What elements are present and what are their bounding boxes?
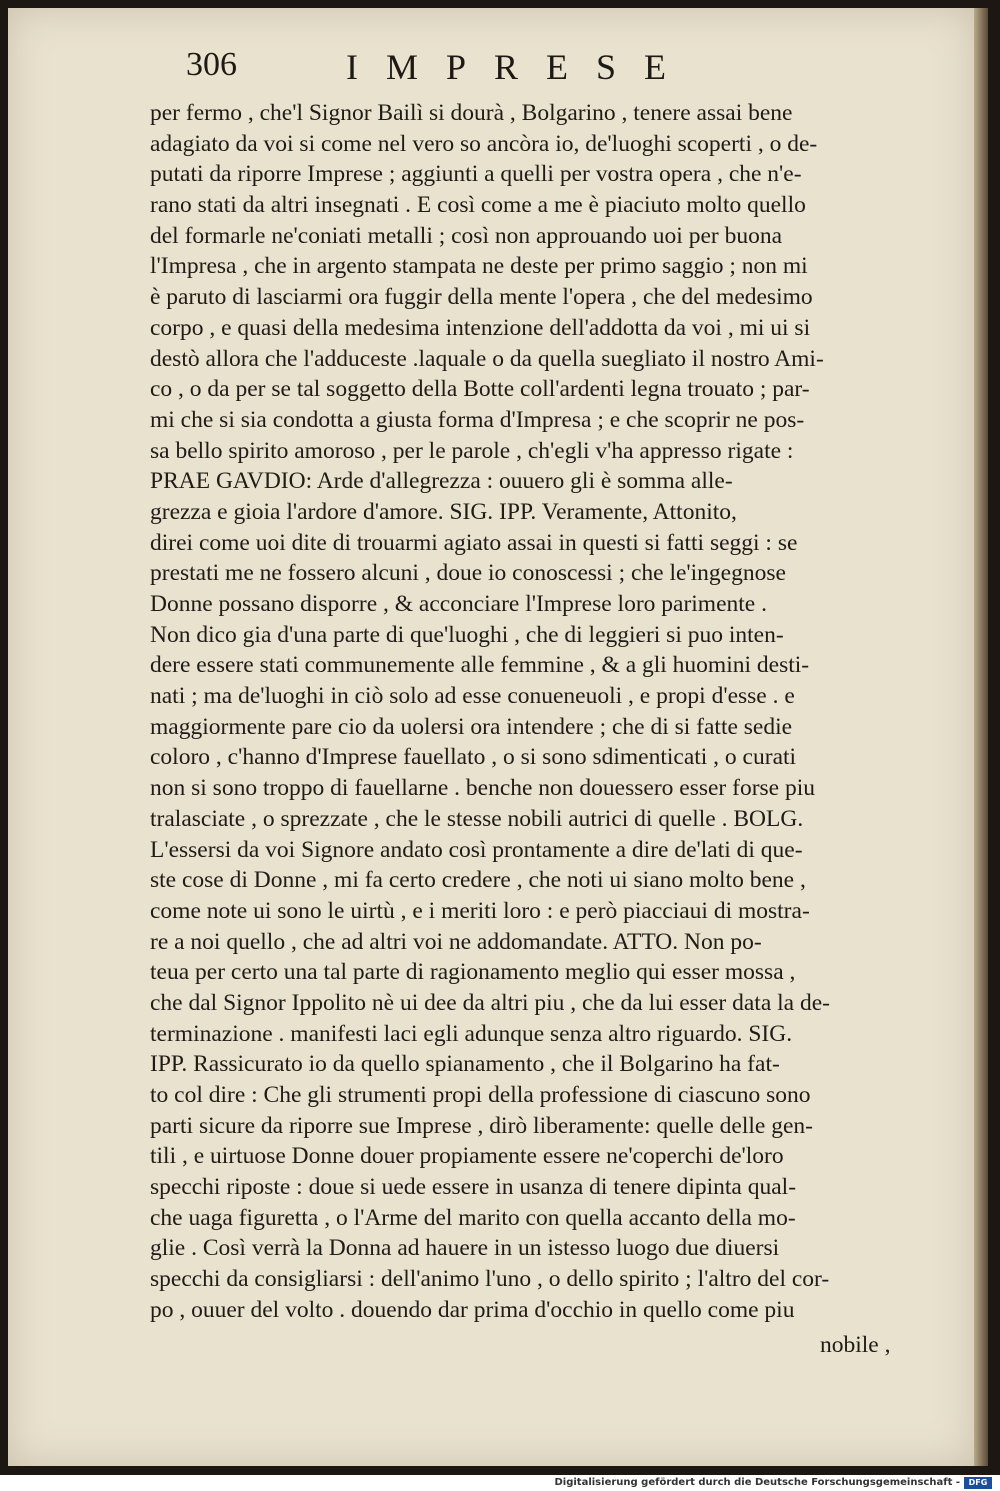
running-title: IMPRESE (346, 47, 695, 87)
text-line: Donne possano disporre , & acconciare l'Imprese loro parimente . (150, 591, 767, 617)
text-line: PRAE GAVDIO: Arde d'allegrezza : ouuero gli è somma alle- (150, 468, 733, 495)
catchword: nobile , (820, 1332, 891, 1358)
text-line: L'essersi da voi Signore andato così prontamente a dire de'lati di que- (150, 836, 803, 863)
text-line: prestati me ne fossero alcuni , doue io conoscessi ; che le'ingegnose (150, 560, 786, 587)
body-text (150, 98, 940, 1326)
text-line: ste cose di Donne , mi fa certo credere , che noti ui siano molto bene , (150, 867, 806, 894)
page-edge (974, 8, 988, 1466)
text-line: specchi riposte : doue si uede essere in usanza di tenere dipinta qual- (150, 1174, 797, 1201)
text-line: putati da riporre Imprese ; aggiunti a quelli per vostra opera , che n'e- (150, 161, 802, 188)
text-line: po , ouuer del volto . douendo dar prima d'occhio in quello come piu (150, 1296, 795, 1323)
text-line: Non dico gia d'una parte di que'luoghi , che di leggieri si puo inten- (150, 621, 784, 648)
text-line: IPP. Rassicurato io da quello spianamento , che il Bolgarino ha fat- (150, 1051, 780, 1078)
text-line: non si sono troppo di fauellarne . benche non douessero esser forse piu (150, 775, 816, 802)
funding-credit: Digitalisierung gefördert durch die Deutsche Forschungsgemeinschaft - (554, 1477, 960, 1488)
text-line: del formarle ne'coniati metalli ; così non approuando uoi per buona (150, 222, 783, 249)
page-number: 306 (186, 46, 237, 83)
text-line: to col dire : Che gli strumenti propi della professione di ciascuno sono (150, 1082, 811, 1108)
text-line: specchi da consigliarsi : dell'animo l'uno , o dello spirito ; l'altro del cor- (150, 1266, 830, 1293)
text-line: parti sicure da riporre sue Imprese , dirò liberamente: quelle delle gen- (150, 1112, 813, 1139)
text-line: come note ui sono le uirtù , e i meriti loro : e però piacciaui di mostra- (150, 897, 810, 924)
text-line: glie . Così verrà la Donna ad hauere in un istesso luogo due diuersi (150, 1235, 780, 1262)
text-line: re a noi quello , che ad altri voi ne addomandate. ATTO. Non po- (150, 928, 762, 955)
text-line: l'Impresa , che in argento stampata ne deste per primo saggio ; non mi (150, 253, 808, 280)
text-line: adagiato da voi si come nel vero so ancòra io, de'luoghi scoperti , o de- (150, 130, 818, 157)
text-line: maggiormente pare cio da uolersi ora intendere ; che di si fatte sedie (150, 713, 793, 740)
text-line: sa bello spirito amoroso , per le parole , ch'egli v'ha appresso rigate : (150, 437, 794, 464)
text-line: tralasciate , o sprezzate , che le stesse nobili autrici di quelle . BOLG. (150, 805, 804, 832)
text-line: destò allora che l'adduceste .laquale o da quella suegliato il nostro Ami- (150, 345, 824, 372)
text-line: grezza e gioia l'ardore d'amore. SIG. IPP. Veramente, Attonito, (150, 498, 737, 525)
text-line: terminazione . manifesti laci egli adunque senza altro riguardo. SIG. (150, 1020, 793, 1047)
text-line: rano stati da altri insegnati . E così come a me è piaciuto molto quello (150, 192, 806, 219)
text-line: è paruto di lasciarmi ora fuggir della mente l'opera , che del medesimo (150, 284, 813, 311)
text-line: dere essere stati communemente alle femmine , & a gli huomini desti- (150, 652, 810, 679)
text-line: che dal Signor Ippolito nè ui dee da altri piu , che da lui esser data la de- (150, 989, 830, 1016)
text-line: che uaga figuretta , o l'Arme del marito con quella accanto della mo- (150, 1204, 796, 1231)
text-line: corpo , e quasi della medesima intenzione dell'addotta da voi , mi ui si (150, 314, 811, 341)
text-line: co , o da per se tal soggetto della Botte coll'ardenti legna trouato ; par- (150, 376, 810, 403)
page-header (186, 44, 746, 88)
text-line: teua per certo una tal parte di ragionamento meglio qui esser mossa , (150, 959, 796, 986)
text-line: per fermo , che'l Signor Bailì si dourà , Bolgarino , tenere assai bene (150, 100, 793, 126)
text-line: mi che si sia condotta a giusta forma d'Impresa ; e che scoprir ne pos- (150, 406, 805, 433)
text-line: direi come uoi dite di trouarmi agiato assai in questi si fatti seggi : se (150, 529, 798, 556)
dfg-logo: DFG (964, 1477, 992, 1489)
text-line: coloro , c'hanno d'Imprese fauellato , o si sono sdimenticati , o curati (150, 744, 797, 771)
footer-bar (0, 1475, 1000, 1491)
text-line: tili , e uirtuose Donne douer propiamente essere ne'coperchi de'loro (150, 1143, 784, 1170)
text-line: nati ; ma de'luoghi in ciò solo ad esse conueneuoli , e propi d'esse . e (150, 683, 795, 710)
